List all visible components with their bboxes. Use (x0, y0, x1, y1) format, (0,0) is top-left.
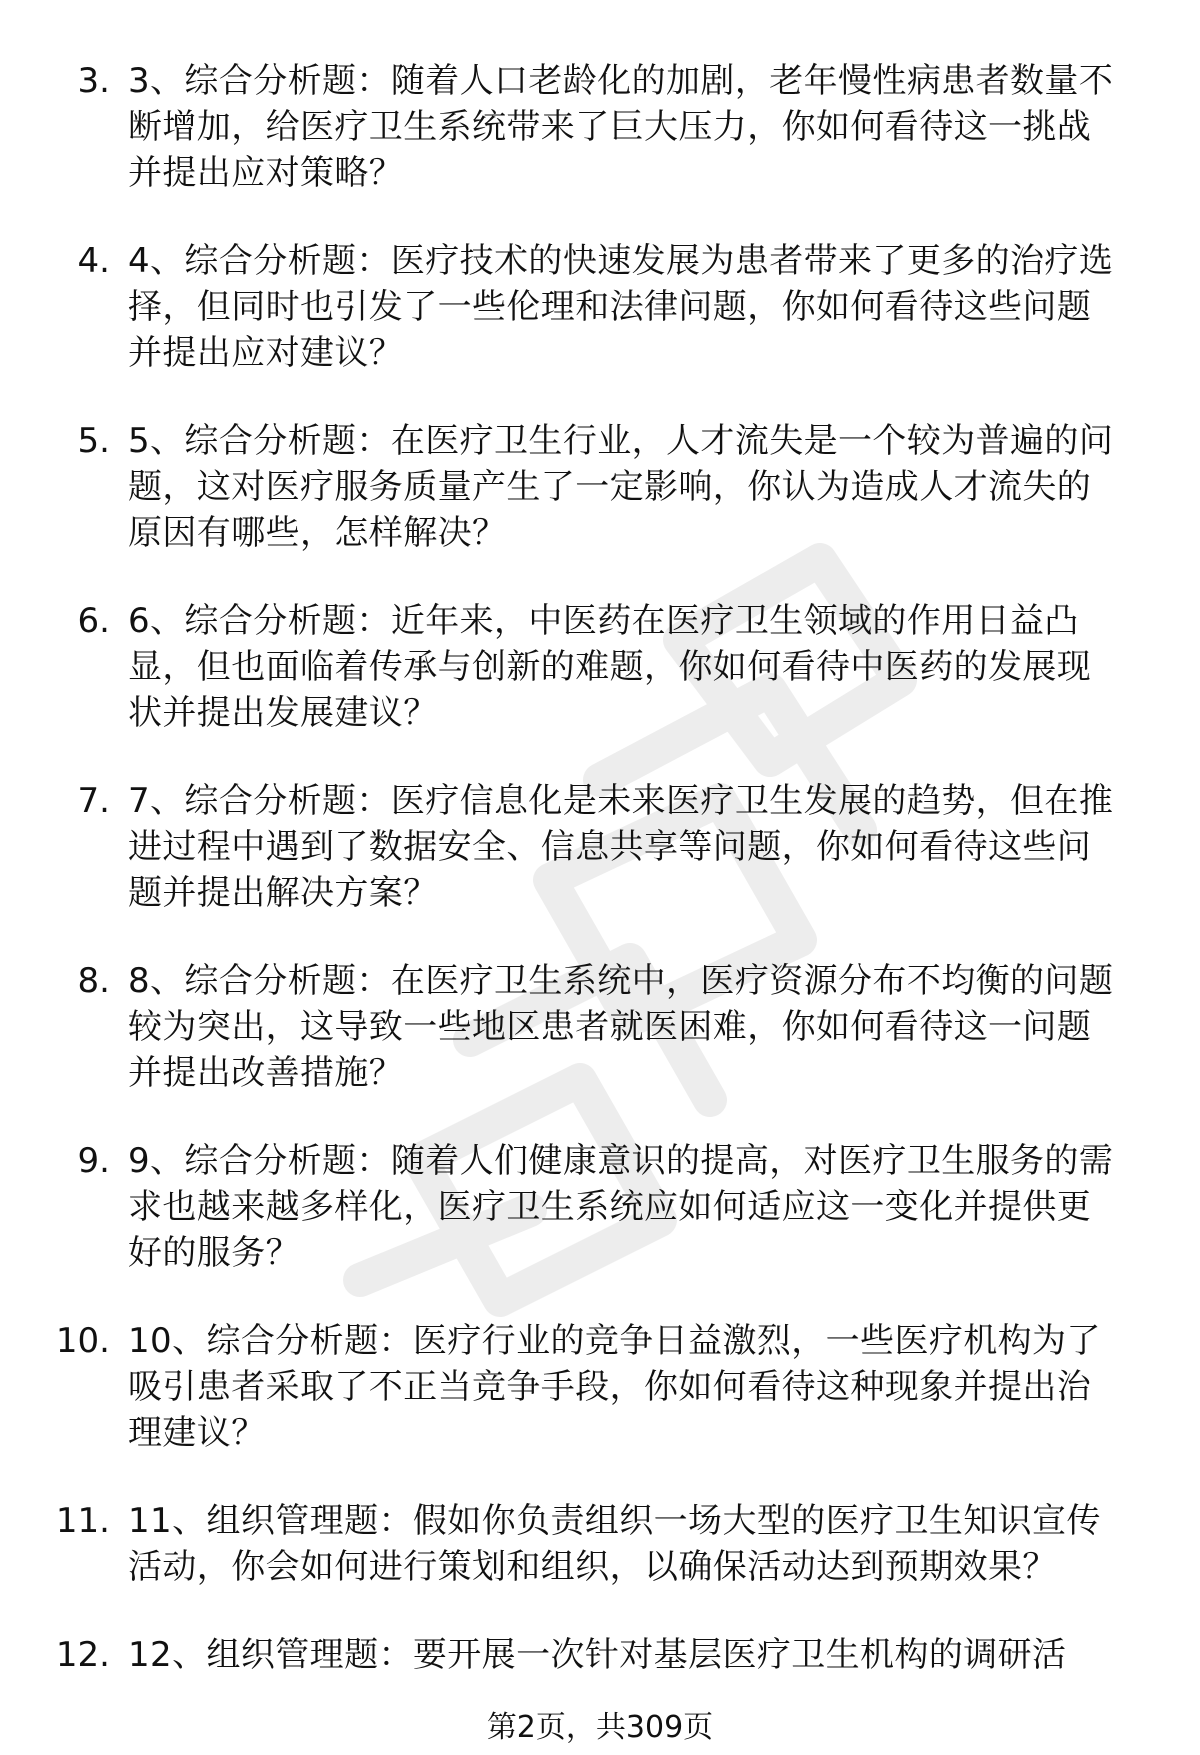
question-list (0, 58, 1200, 1755)
question-number: 9. (77, 1141, 110, 1181)
question-text (128, 418, 1168, 556)
question-line: 求也越来越多样化，医疗卫生系统应如何适应这一变化并提供更 (128, 1187, 1092, 1227)
question-line: 原因有哪些，怎样解决？ (128, 513, 507, 553)
question-line: 并提出改善措施？ (128, 1053, 404, 1093)
question-text (128, 958, 1168, 1096)
question-line: 6、综合分析题：近年来，中医药在医疗卫生领域的作用日益凸 (128, 601, 1079, 641)
question-line: 吸引患者采取了不正当竞争手段，你如何看待这种现象并提出治 (128, 1367, 1092, 1407)
question-line: 3、综合分析题：随着人口老龄化的加剧，老年慢性病患者数量不 (128, 61, 1114, 101)
question-number: 5. (77, 421, 110, 461)
question-line: 好的服务？ (128, 1233, 300, 1273)
question-line: 状并提出发展建议？ (128, 693, 438, 733)
question-line: 8、综合分析题：在医疗卫生系统中，医疗资源分布不均衡的问题 (128, 961, 1114, 1001)
question-line: 9、综合分析题：随着人们健康意识的提高，对医疗卫生服务的需 (128, 1141, 1114, 1181)
question-line: 并提出应对策略？ (128, 153, 404, 193)
list-item (0, 1318, 1200, 1498)
question-text (128, 778, 1168, 916)
question-line: 活动，你会如何进行策划和组织，以确保活动达到预期效果？ (128, 1547, 1057, 1587)
question-number: 12. (55, 1635, 110, 1675)
question-number: 10. (55, 1321, 110, 1361)
question-text (128, 598, 1168, 736)
question-line: 断增加，给医疗卫生系统带来了巨大压力，你如何看待这一挑战 (128, 107, 1092, 147)
question-number: 8. (77, 961, 110, 1001)
question-line: 10、综合分析题：医疗行业的竞争日益激烈，一些医疗机构为了 (128, 1321, 1101, 1361)
question-line: 显，但也面临着传承与创新的难题，你如何看待中医药的发展现 (128, 647, 1092, 687)
question-line: 5、综合分析题：在医疗卫生行业，人才流失是一个较为普遍的问 (128, 421, 1114, 461)
question-text (128, 1632, 1168, 1678)
question-line: 11、组织管理题：假如你负责组织一场大型的医疗卫生知识宣传 (128, 1501, 1101, 1541)
question-text (128, 1498, 1168, 1590)
question-line: 7、综合分析题：医疗信息化是未来医疗卫生发展的趋势，但在推 (128, 781, 1114, 821)
question-text (128, 1138, 1168, 1276)
list-item (0, 238, 1200, 418)
list-item (0, 1498, 1200, 1632)
list-item (0, 418, 1200, 598)
question-line: 择，但同时也引发了一些伦理和法律问题，你如何看待这些问题 (128, 287, 1092, 327)
list-item (0, 958, 1200, 1138)
question-line: 进过程中遇到了数据安全、信息共享等问题，你如何看待这些问 (128, 827, 1092, 867)
list-item (0, 1138, 1200, 1318)
question-line: 理建议？ (128, 1413, 266, 1453)
question-number: 3. (77, 61, 110, 101)
page-number-footer: 第2页，共309页 (486, 1710, 714, 1745)
question-line: 4、综合分析题：医疗技术的快速发展为患者带来了更多的治疗选 (128, 241, 1114, 281)
question-line: 题并提出解决方案？ (128, 873, 438, 913)
question-line: 较为突出，这导致一些地区患者就医困难，你如何看待这一问题 (128, 1007, 1092, 1047)
question-number: 7. (77, 781, 110, 821)
question-text (128, 1318, 1168, 1456)
question-line: 12、组织管理题：要开展一次针对基层医疗卫生机构的调研活 (128, 1635, 1067, 1675)
question-number: 4. (77, 241, 110, 281)
question-line: 题，这对医疗服务质量产生了一定影响，你认为造成人才流失的 (128, 467, 1092, 507)
question-text (128, 238, 1168, 376)
question-text (128, 58, 1168, 196)
list-item (0, 58, 1200, 238)
list-item (0, 598, 1200, 778)
question-number: 11. (55, 1501, 110, 1541)
question-line: 并提出应对建议？ (128, 333, 404, 373)
question-number: 6. (77, 601, 110, 641)
list-item (0, 778, 1200, 958)
